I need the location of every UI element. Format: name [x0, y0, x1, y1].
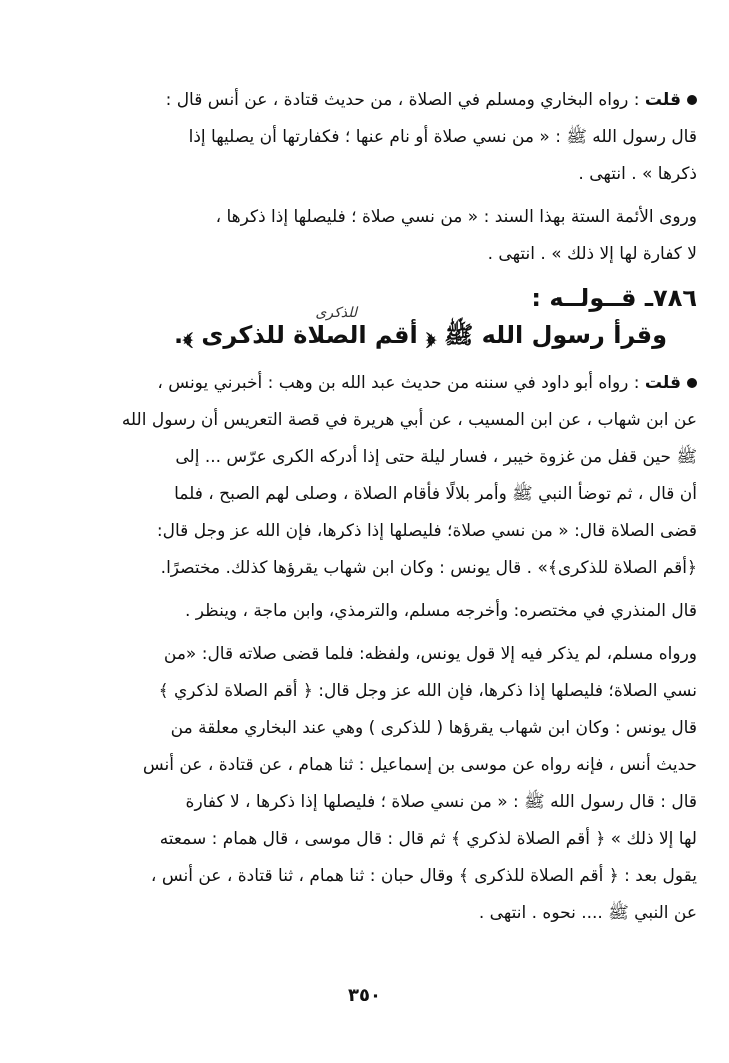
text-line: عن النبي ﷺ .... نحوه . انتهى .	[478, 903, 697, 923]
text-line: قال يونس : وكان ابن شهاب يقرؤها ( للذكرى ) وهي عند البخاري معلقة من	[170, 718, 697, 738]
paragraph-2	[62, 199, 697, 273]
section-quote-heading: للذكرى وقرأ رسول الله ﷺ ﴿ أقم الصلاة للذكرى ﴾.	[62, 315, 697, 355]
bullet-icon	[687, 95, 697, 105]
paragraph-1	[62, 82, 697, 193]
section-number-heading: ٧٨٦ـ قــولــه :	[531, 284, 697, 312]
lead-word: قلت	[644, 90, 681, 110]
document-page	[62, 82, 697, 938]
text-line: قلت : رواه البخاري ومسلم في الصلاة ، من حديث قتادة ، عن أنس قال :	[62, 82, 697, 119]
text-line: عن ابن شهاب ، عن ابن المسيب ، عن أبي هريرة في قصة التعريس أن رسول الله	[121, 410, 697, 430]
text-line: قال المنذري في مختصره: وأخرجه مسلم، والترمذي، وابن ماجة ، وينظر .	[184, 601, 697, 621]
text-line: لها إلا ذلك » ﴿ أقم الصلاة لذكري ﴾ ثم قال : قال موسى ، قال همام : سمعته	[159, 829, 697, 849]
text-line: ﷺ حين قفل من غزوة خيبر ، فسار ليلة حتى إذا أدركه الكرى عرّس ... إلى	[175, 447, 697, 467]
paragraph-5	[62, 636, 697, 932]
text-line: حديث أنس ، فإنه رواه عن موسى بن إسماعيل : ثنا همام ، عن قتادة ، عن أنس	[142, 755, 697, 775]
text-line: قلت : رواه أبو داود في سننه من حديث عبد الله بن وهب : أخبرني يونس ،	[62, 365, 697, 402]
paragraph-4	[62, 593, 697, 630]
lead-word: قلت	[644, 373, 681, 393]
text-line: قضى الصلاة قال: « من نسي صلاة؛ فليصلها إذا ذكرها، فإن الله عز وجل قال:	[156, 521, 697, 541]
bullet-icon	[687, 378, 697, 388]
text-line: يقول بعد : ﴿ أقم الصلاة للذكرى ﴾ وقال حبان : ثنا همام ، ثنا قتادة ، عن أنس ،	[150, 866, 697, 886]
text-line: وروى الأئمة الستة بهذا السند : « من نسي صلاة ؛ فليصلها إذا ذكرها ،	[215, 207, 697, 227]
handwritten-margin-note: للذكرى	[315, 305, 357, 321]
text-line: أن قال ، ثم توضأ النبي ﷺ وأمر بلالًا فأقام الصلاة ، وصلى لهم الصبح ، فلما	[174, 484, 697, 504]
text-line: لا كفارة لها إلا ذلك » . انتهى .	[487, 244, 697, 264]
text-line: قال رسول الله ﷺ : « من نسي صلاة أو نام عنها ؛ فكفارتها أن يصليها إذا	[188, 127, 697, 147]
text-line: ورواه مسلم، لم يذكر فيه إلا قول يونس، ولفظه: فلما قضى صلاته قال: «من	[163, 644, 697, 664]
text-line: ذكرها » . انتهى .	[578, 164, 697, 184]
paragraph-3	[62, 365, 697, 587]
text-line: ﴿أقم الصلاة للذكرى﴾» . قال يونس : وكان ابن شهاب يقرؤها كذلك. مختصرًا.	[160, 558, 697, 578]
text-line: قال : قال رسول الله ﷺ : « من نسي صلاة ؛ فليصلها إذا ذكرها ، لا كفارة	[185, 792, 697, 812]
text-line: نسي الصلاة؛ فليصلها إذا ذكرها، فإن الله عز وجل قال: ﴿ أقم الصلاة لذكري ﴾	[158, 681, 697, 701]
page-number: ٣٥٠	[348, 985, 381, 1006]
